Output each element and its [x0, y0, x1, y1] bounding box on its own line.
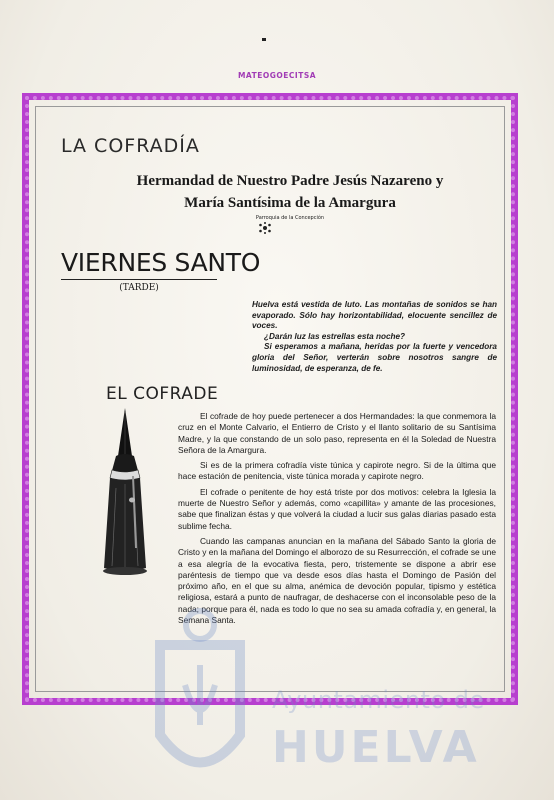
- watermark-line2: HUELVA: [272, 722, 480, 773]
- epigraph-paragraph: Huelva está vestida de luto. Las montañas de sonidos se han evaporado. Sólo hay horizontabilidad, elocuente sencillez de voces.: [252, 300, 497, 331]
- article-paragraph: El cofrade de hoy puede pertenecer a dos Hermandades: la que conmemora la cruz en el Monte Calvario, el Entierro de Cristo y el llanto solitario de su Santísima Madre, y la que constando de un solo paso, representa en él la Soledad de Nuestra Señora de la Amargura.: [178, 411, 496, 455]
- brotherhood-name-line2: María Santísima de la Amargura: [184, 195, 396, 211]
- brotherhood-heading: [100, 170, 480, 221]
- fleuron-icon: [258, 222, 272, 234]
- article-body: [178, 411, 496, 630]
- brotherhood-name-line1: Hermandad de Nuestro Padre Jesús Nazareno y: [136, 173, 444, 189]
- nazareno-illustration: [100, 408, 150, 578]
- article-paragraph: Cuando las campanas anuncian en la mañana del Sábado Santo la gloria de Cristo y en la mañana del Domingo el alborozo de su Resurrección, el cofrade se une a esa alegría de la evocativa fiesta, pero, tristemente se dispone a abrir ese paréntesis de tiempo que va desde esos días hasta el Domingo de Pasión del próximo año, en el que su alma, anémica de devoción popular, tipismo y estética religiosa, estará a punto de naufragar, de deshacerse con el inconsolable peso de la nada; porque para él, nada es todo lo que no sea su amada cofradía y, en general, la Semana Santa.: [178, 535, 496, 626]
- epigraph: [252, 300, 497, 374]
- article-paragraph: Si es de la primera cofradía viste túnica y capirote negro. Si de la última que hace estación de penitencia, viste túnica morada y capirote negro.: [178, 460, 496, 482]
- epigraph-paragraph: Si esperamos a mañana, heridas por la fuerte y vencedora gloria del Señor, verterán sobre nosotros sangre de luminosidad, de esperanza, de fe.: [252, 342, 497, 373]
- section-title: LA COFRADÍA: [61, 135, 200, 157]
- day-subtitle: (TARDE): [119, 283, 159, 293]
- article-title: EL COFRADE: [106, 384, 219, 404]
- epigraph-paragraph: ¿Darán luz las estrellas esta noche?: [264, 331, 406, 341]
- parish-name: Parroquia de la Concepción: [255, 215, 325, 221]
- article-paragraph: El cofrade o penitente de hoy está triste por dos motivos: celebra la Iglesia la muerte de Nuestro Señor y además, como «capillita» y amante de las procesiones, sabe que finalizan éstas y que volverá la ciudad a lucir sus galas diarias pasado esta sublime fecha.: [178, 486, 496, 531]
- running-head: MATEOGOECITSA: [237, 71, 317, 80]
- watermark-line1: Ayuntamiento de: [272, 686, 485, 714]
- day-title: VIERNES SANTO: [61, 248, 217, 280]
- page-mark: [262, 38, 266, 41]
